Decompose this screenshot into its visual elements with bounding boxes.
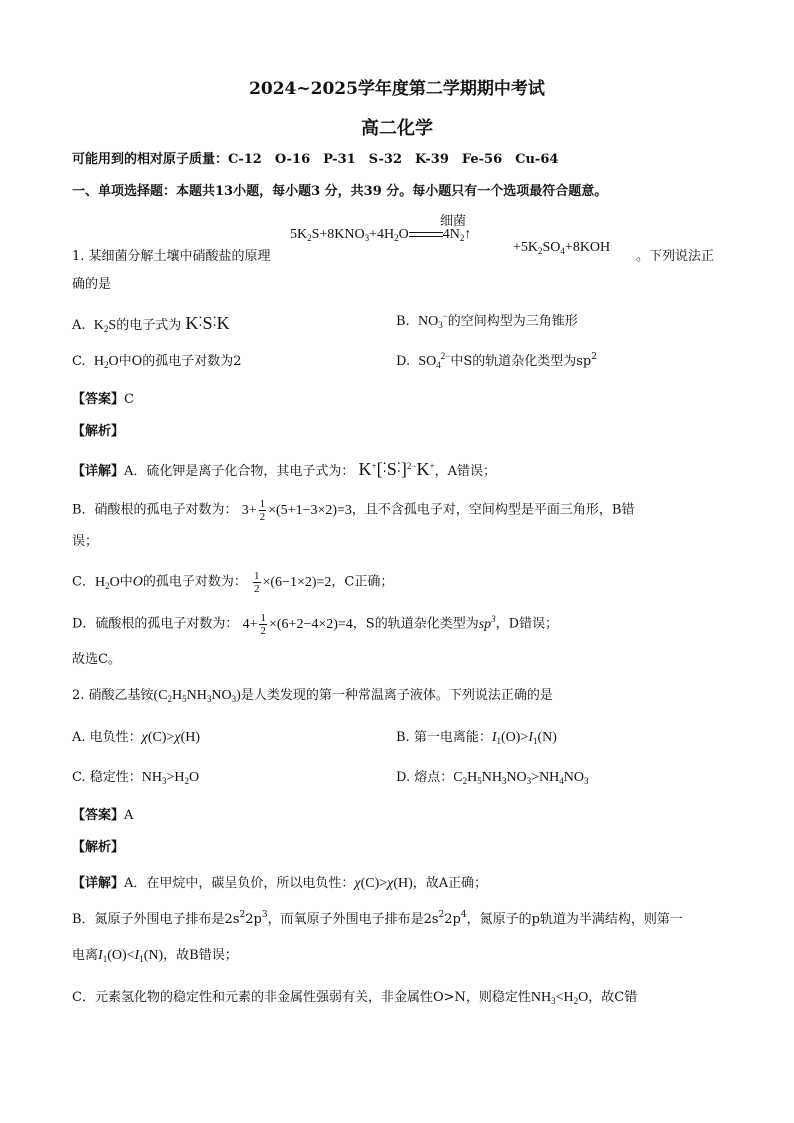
- detail-c-mid: 中: [119, 574, 133, 590]
- q1-option-c-text: 中O的孤电子对数为2: [118, 354, 242, 369]
- detail-d-prefix: D．硫酸根的孤电子对数为：: [72, 616, 239, 632]
- detail-b-suffix: ，且不含孤电子对，空间构型是平面三角形，B错: [351, 502, 635, 518]
- exam-title: 2024~2025学年度第二学期期中考试: [249, 79, 545, 99]
- q1-option-a-text: 的电子式为: [116, 318, 182, 333]
- formula-k2s: $K_2S$: [93, 318, 117, 334]
- detail-label: 【详解】: [72, 464, 125, 479]
- q2-option-a-label: A. 电负性：: [72, 730, 142, 745]
- q2-detail-c: [72, 988, 637, 1008]
- q2-option-d-math: $C_2H_5NH_3NO_3>NH_4NO_3$: [453, 770, 589, 786]
- q2-stem-suffix: 是人类发现的第一种常温离子液体。下列说法正确的是: [240, 688, 553, 703]
- detail-c-prefix: C．: [72, 574, 95, 590]
- electron-formula-k2s-wrong: K⁚S⁚K: [185, 313, 230, 333]
- detail-a-prefix: A．硫化钾是离子化合物，其电子式为：: [124, 464, 355, 479]
- atomic-masses: 可能用到的相对原子质量：C-12 O-16 P-31 S-32 K-39 Fe-56 Cu-64: [72, 152, 559, 167]
- q2-detail-c-suffix: ，故C错: [588, 990, 638, 1005]
- q1-detail-a: [72, 458, 496, 482]
- q1-stem-prefix: 1. 某细菌分解土壤中硝酸盐的原理: [72, 249, 271, 264]
- q2-option-d-label: D. 熔点：: [396, 770, 454, 785]
- detail-c-suffix: ，C正确；: [331, 574, 394, 590]
- q1-detail-b-line2: 误；: [72, 534, 99, 549]
- q2-detail-b-b: 2p: [245, 912, 262, 927]
- hybridization-sp3: $sp^3$: [478, 613, 496, 632]
- q1-detail-d: [72, 612, 558, 637]
- q2-detail-c-prefix: C．元素氢化物的稳定性和元素的非金属性强弱有关，非金属性O>N，则稳定性: [72, 990, 531, 1005]
- formula-h2o-2: $H_2O$: [94, 574, 120, 591]
- section-heading: 一、单项选择题：本题共13小题，每小题3 分，共39 分。每小题只有一个选项最符合题意。: [72, 184, 608, 199]
- exam-subject: 高二化学: [361, 118, 433, 139]
- q2-option-a: [72, 728, 200, 748]
- q1-option-d-letter: D.: [396, 354, 411, 369]
- q2-option-d: [396, 768, 589, 788]
- q2-option-c-label: C. 稳定性：: [72, 770, 142, 785]
- q2-option-b-math: $I_1(O)>I_1(N)$: [491, 730, 557, 746]
- reaction-condition: 细菌: [440, 214, 467, 229]
- q2-option-b: [396, 728, 557, 748]
- calc-water: $\frac{1}{2}$ ×(6−1×2)=2: [254, 570, 332, 595]
- answer-value: C: [124, 392, 134, 407]
- calc-sulfate: 4+ $\frac{1}{2}$ ×(6+2−4×2)=4: [242, 612, 353, 637]
- q2-detail-b-c: ，而氧原子外围电子排布是2s: [267, 912, 439, 927]
- q2-detail-b-a: B．氮原子外围电子排布是2s: [72, 912, 240, 927]
- q2-option-a-math: χ(C)>χ(H): [141, 730, 200, 745]
- q2-detail-b-line2: [72, 946, 238, 966]
- q2-answer: [72, 806, 133, 826]
- q2-analysis-label: 【解析】: [72, 840, 125, 855]
- q2-option-c: [72, 768, 199, 788]
- q1-option-b-letter: B.: [396, 314, 410, 329]
- q1-stem: [72, 247, 271, 267]
- q2-detail-a-math: χ(C)>χ(H): [354, 876, 413, 891]
- q2-option-b-label: B. 第一电离能：: [396, 730, 492, 745]
- q2-option-c-math: $NH_3>H_2O$: [141, 770, 200, 786]
- q1-option-c-letter: C.: [72, 354, 86, 369]
- formula-no3: $NO_3^-$: [417, 311, 448, 330]
- q1-option-b-text: 的空间构型为三角锥形: [447, 314, 578, 329]
- detail-d-mid: ，S的轨道杂化类型为: [352, 616, 479, 632]
- electron-formula-k2s-correct: K+[⁚S⁚]$^{2-}$K+: [358, 459, 435, 479]
- q1-stem-suffix: 。下列说法正: [636, 249, 715, 264]
- q2-stem-prefix: 2. 硝酸乙基铵: [72, 688, 154, 703]
- q2-detail-b2-prefix: 电离: [72, 948, 99, 963]
- element-o: O: [132, 574, 143, 590]
- reaction-equation-left: $5K_2S+8KNO_3+4H_2O$ $4N_2↑$: [290, 227, 472, 243]
- q2-detail-a: [72, 874, 487, 894]
- detail-b-prefix: B．硝酸根的孤电子对数为：: [72, 502, 238, 518]
- q1-conclusion: 故选C。: [72, 652, 121, 667]
- q1-detail-c: [72, 570, 393, 595]
- q1-option-a: [72, 312, 230, 336]
- q1-option-b: [396, 312, 578, 332]
- q1-answer: [72, 390, 134, 410]
- q2-detail-b2-math: $I_1(O)<I_1(N)$: [98, 948, 164, 964]
- q2-detail-b: B．氮原子外围电子排布是$2s^22p^3$，而氧原子外围电子排布是$2s^22p^4$，氮原子的p轨道为半满结构，则第一: [72, 910, 683, 927]
- formula-h2o: $H_2O$: [93, 354, 119, 370]
- q1-option-d-text: 中S的轨道杂化类型为sp: [450, 354, 592, 369]
- detail-d-suffix: ，D错误；: [495, 616, 559, 632]
- detail-c-mid2: 的孤电子对数为：: [142, 574, 247, 590]
- q2-detail-b2-suffix: ，故B错误；: [163, 948, 238, 963]
- q2-detail-label: 【详解】: [72, 876, 125, 891]
- formula-ethylammonium-nitrate: $(C_2H_5NH_3NO_3)$: [153, 688, 241, 704]
- answer-label: 【答案】: [72, 392, 125, 407]
- q1-option-c: [72, 352, 242, 372]
- q2-answer-label: 【答案】: [72, 808, 125, 823]
- calc-nitrate: 3+ $\frac{1}{2}$ ×(5+1−3×2)=3: [241, 498, 352, 523]
- formula-so4: $SO_4^{2-}$: [418, 351, 451, 370]
- q2-detail-c-math: $NH_3<H_2O$: [530, 990, 589, 1006]
- q2-detail-a-prefix: A．在甲烷中，碳呈负价，所以电负性：: [124, 876, 355, 891]
- q1-option-a-letter: A.: [72, 318, 86, 333]
- q1-analysis-label: 【解析】: [72, 424, 125, 439]
- q2-detail-b-d: 2p: [444, 912, 461, 927]
- q1-stem-line2: 确的是: [72, 277, 112, 292]
- q1-detail-b: [72, 498, 634, 523]
- q2-answer-value: A: [124, 808, 134, 823]
- reaction-equation-right: $+5K_2SO_4+8KOH$: [513, 240, 611, 256]
- q2-stem: [72, 686, 553, 706]
- detail-a-suffix: ，A错误；: [434, 464, 496, 479]
- q2-detail-a-suffix: ，故A正确；: [412, 876, 488, 891]
- q1-option-d: D. $SO_4^{2-}$中S的轨道杂化类型为$sp^2$: [396, 351, 597, 370]
- q2-detail-b-e: ，氮原子的p轨道为半满结构，则第一: [466, 912, 683, 927]
